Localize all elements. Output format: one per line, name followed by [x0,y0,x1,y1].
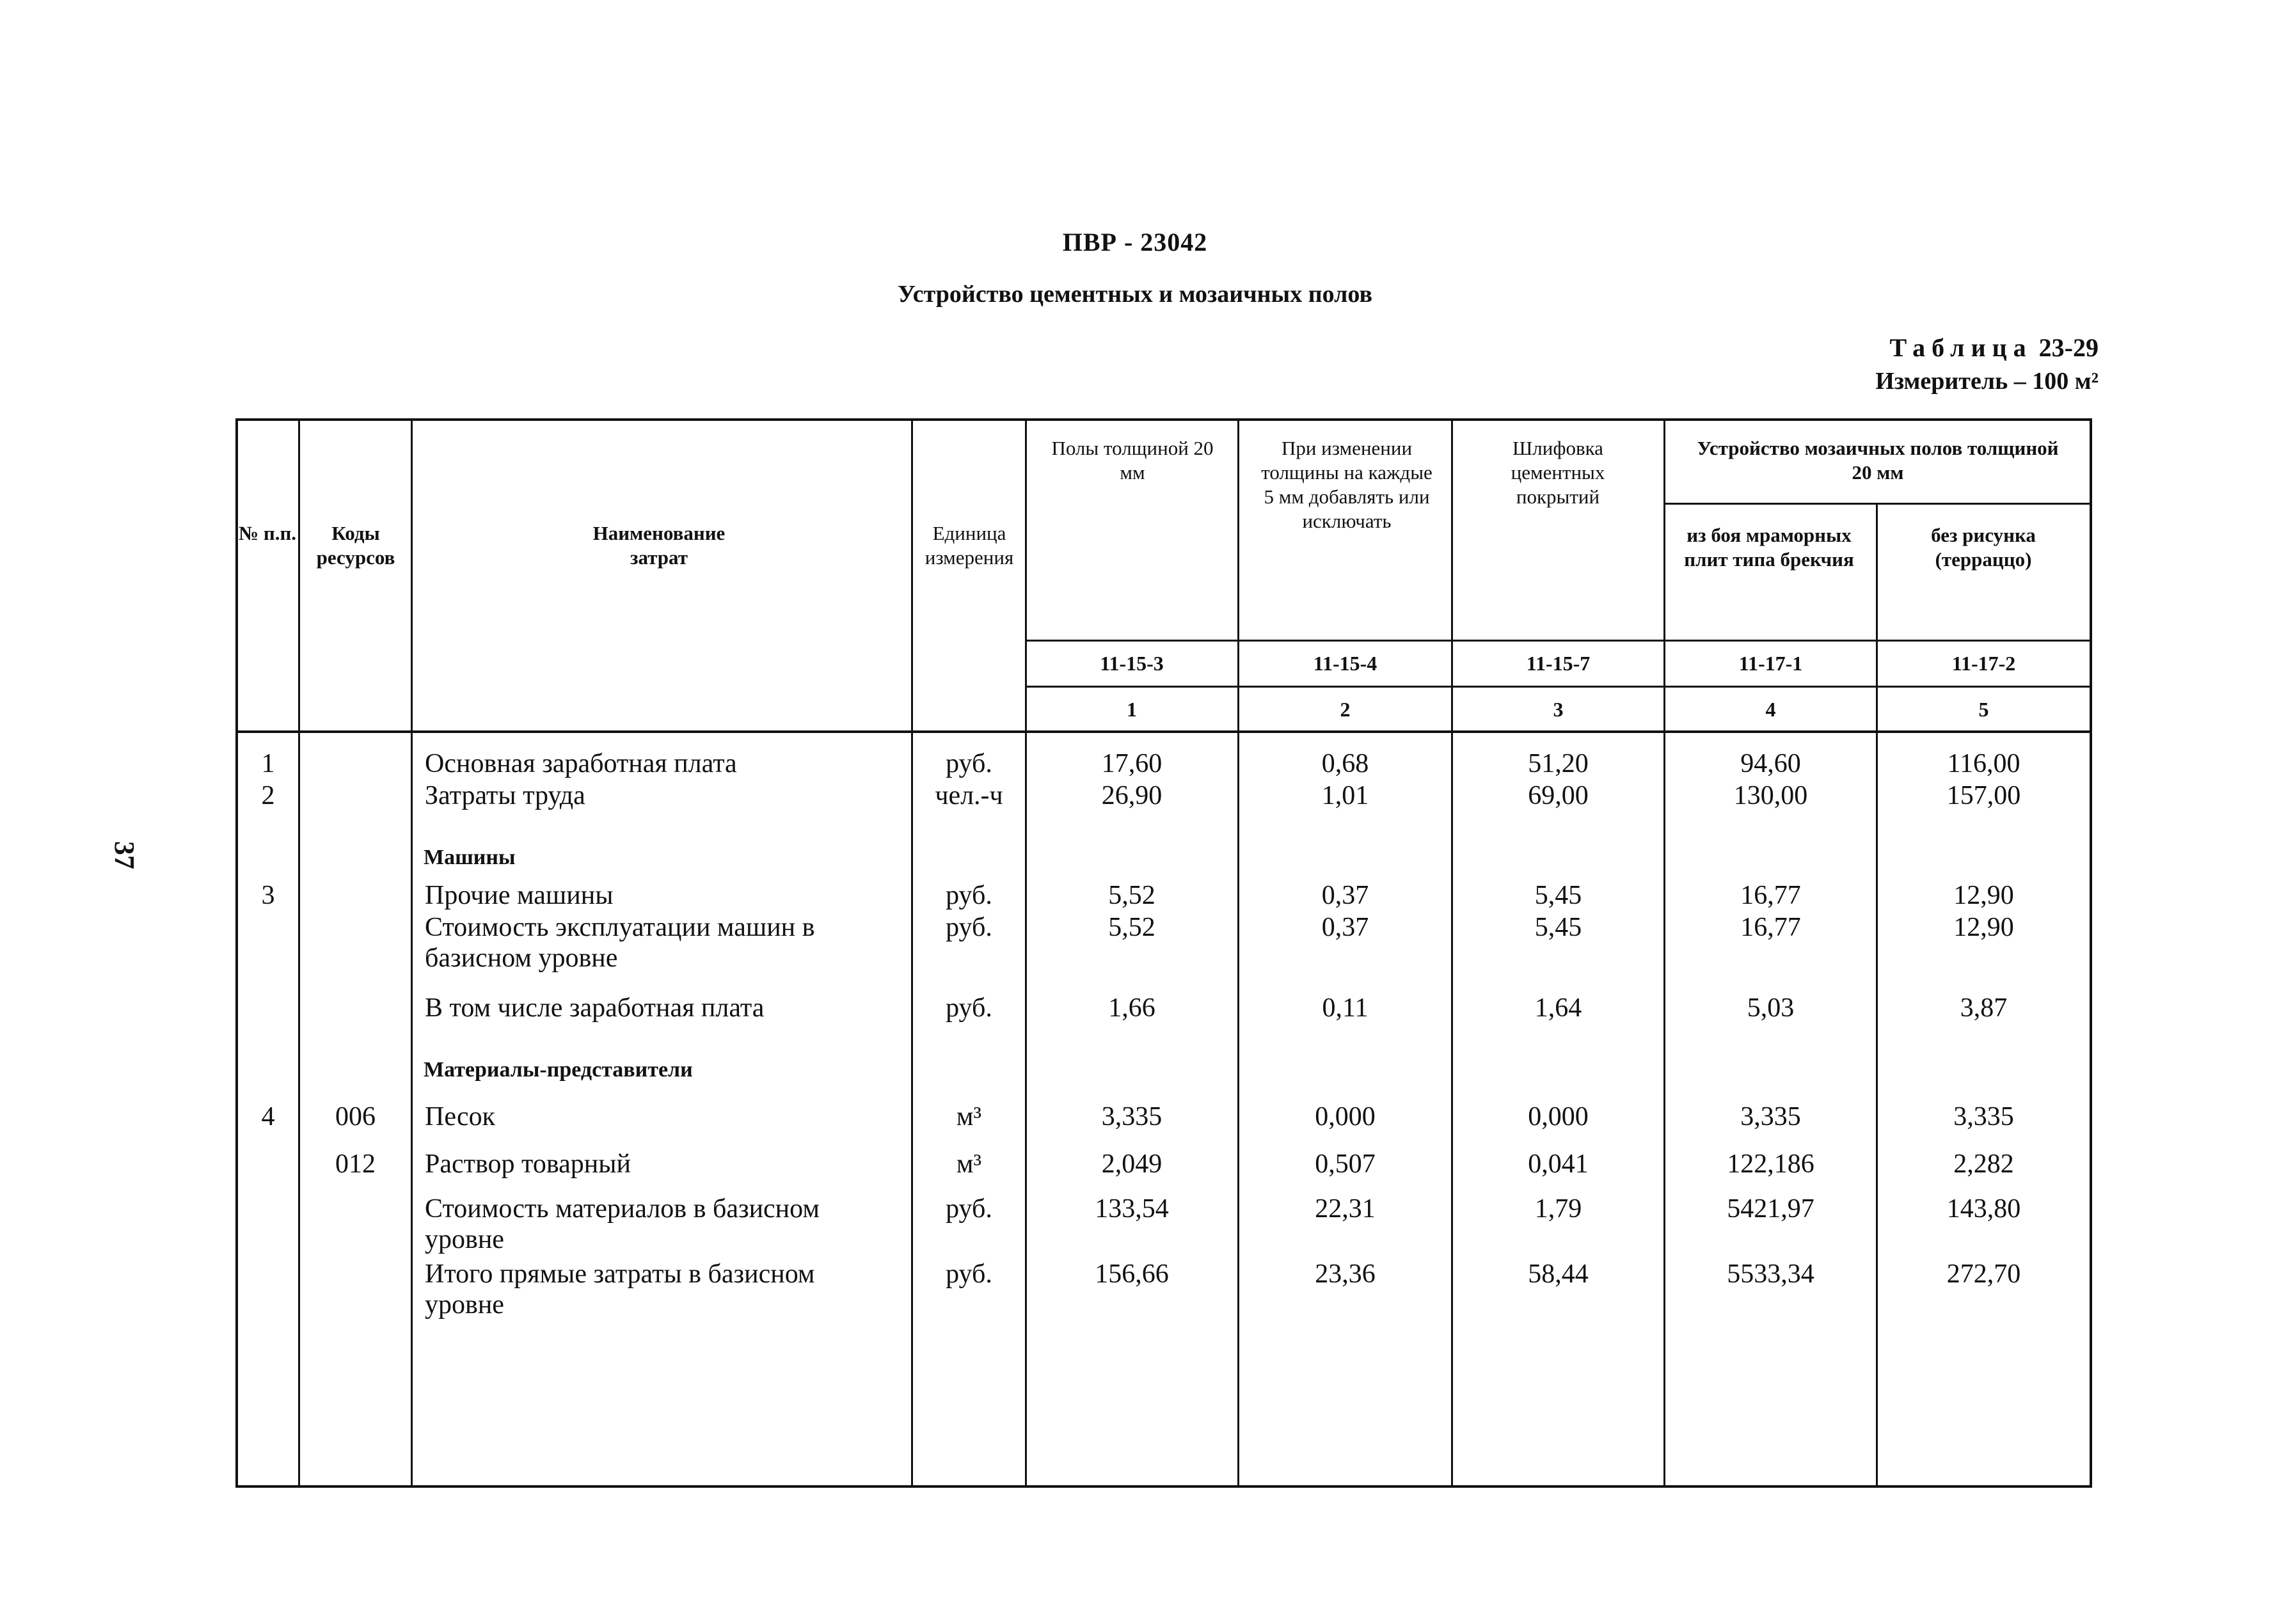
norm-code-cell: 11-15-4 [1313,652,1377,675]
value-cell: 0,000 [1528,1102,1589,1131]
table-label [1889,333,2099,363]
col-separator [298,418,300,1488]
value-cell: 12,90 [1953,881,2014,910]
value-cell: 3,335 [1740,1102,1801,1131]
document-subtitle: Устройство цементных и мозаичных полов [898,281,1372,308]
table-bottom-border [235,1485,2092,1488]
unit-cell: руб. [946,993,992,1023]
unit-cell: руб. [946,1194,992,1224]
value-cell: 1,79 [1534,1194,1582,1224]
value-cell: 22,31 [1315,1194,1376,1224]
value-cell: 16,77 [1740,913,1801,942]
value-cell: 5,45 [1534,881,1582,910]
value-cell: 26,90 [1101,781,1163,810]
value-cell: 2,282 [1953,1149,2014,1179]
column-number-cell: 3 [1553,698,1564,721]
value-cell: 130,00 [1733,781,1808,810]
unit-cell: м³ [956,1149,982,1179]
col-separator [411,418,413,1488]
value-cell: 94,60 [1740,749,1801,778]
unit-cell: руб. [946,913,992,942]
column-number-cell: 4 [1765,698,1776,721]
norm-code-cell: 11-17-1 [1738,652,1803,675]
value-cell: 0,37 [1321,913,1369,942]
table-right-border [2090,418,2092,1488]
value-cell: 0,507 [1315,1149,1376,1179]
header-codes: Коды ресурсов [316,522,395,569]
section-heading: Материалы-представители [424,1058,693,1082]
value-cell: 58,44 [1528,1259,1589,1289]
document-code: ПВР - 23042 [1062,228,1208,256]
value-cell: 143,80 [1946,1194,2021,1224]
table-label-word: Таблица [1889,333,2033,362]
cost-name: Прочие машины [425,881,614,910]
header-group-mosaic: Устройство мозаичных полов толщиной 20 мм [1697,437,2059,484]
header-name: Наименование затрат [592,522,726,569]
value-cell: 157,00 [1946,781,2021,810]
unit-cell: чел.-ч [935,781,1003,810]
group-header-divider [1663,503,2092,505]
column-number-cell: 2 [1340,698,1351,721]
norm-code-cell: 11-17-2 [1951,652,2016,675]
row-number: 1 [261,749,275,778]
norm-code-cell: 11-15-3 [1100,652,1164,675]
page-number: 37 [109,841,140,869]
header-divider [1025,640,2092,642]
value-cell: 1,66 [1108,993,1155,1023]
cost-name: Итого прямые затраты в базисном уровне [425,1259,815,1320]
norm-code-cell: 11-15-7 [1526,652,1591,675]
section-heading: Машины [424,846,516,869]
column-number-cell: 1 [1127,698,1137,721]
value-cell: 122,186 [1727,1149,1814,1179]
value-cell: 156,66 [1095,1259,1169,1289]
cost-name: В том числе заработная плата [425,993,765,1023]
value-cell: 3,87 [1960,993,2008,1023]
value-cell: 17,60 [1101,749,1163,778]
value-cell: 116,00 [1947,749,2020,778]
value-cell: 133,54 [1095,1194,1169,1224]
header-bottom-border [235,730,2092,733]
header-col4: из боя мраморных плит типа брекчия [1684,524,1854,571]
value-cell: 0,37 [1321,881,1369,910]
header-num: № п.п. [238,522,297,544]
col-separator [1451,418,1453,1488]
value-cell: 5,52 [1108,913,1155,942]
unit-cell: м³ [956,1102,982,1131]
row-number: 3 [261,881,275,910]
col-separator [911,418,913,1488]
value-cell: 0,000 [1315,1102,1376,1131]
header-col2: При изменении толщины на каждые 5 мм добавлять или исключать [1261,437,1433,532]
value-cell: 2,049 [1101,1149,1163,1179]
table-label-number: 23-29 [2038,333,2099,362]
unit-cell: руб. [946,1259,992,1289]
value-cell: 3,335 [1953,1102,2014,1131]
cost-name: Раствор товарный [425,1149,631,1179]
measure-unit: Измеритель – 100 м² [1875,368,2099,395]
value-cell: 5,03 [1747,993,1795,1023]
value-cell: 12,90 [1953,913,2014,942]
table-top-border [235,418,2092,421]
header-col1: Полы толщиной 20 мм [1051,437,1214,484]
column-number-cell: 5 [1978,698,1989,721]
value-cell: 5,52 [1108,881,1155,910]
col-separator [1663,418,1665,1488]
value-cell: 272,70 [1946,1259,2021,1289]
unit-cell: руб. [946,881,992,910]
cost-name: Стоимость материалов в базисном уровне [425,1194,820,1254]
header-unit: Единица измерения [925,522,1014,569]
col-separator [1025,418,1027,1488]
header-divider [1025,686,2092,688]
cost-name: Затраты труда [425,781,585,810]
value-cell: 1,01 [1321,781,1369,810]
value-cell: 0,68 [1321,749,1369,778]
value-cell: 51,20 [1528,749,1589,778]
value-cell: 69,00 [1528,781,1589,810]
cost-name: Песок [425,1102,496,1131]
row-number: 4 [261,1102,275,1131]
table-left-border [235,418,238,1488]
value-cell: 5421,97 [1727,1194,1814,1224]
header-col3: Шлифовка цементных покрытий [1511,437,1605,508]
header-col5: без рисунка (терраццо) [1931,524,2036,571]
resource-code: 012 [335,1149,376,1179]
value-cell: 23,36 [1315,1259,1376,1289]
cost-name: Стоимость эксплуатации машин в базисном уровне [425,913,815,973]
row-number: 2 [261,781,275,810]
value-cell: 0,041 [1528,1149,1589,1179]
unit-cell: руб. [946,749,992,778]
col-separator [1237,418,1239,1488]
value-cell: 5533,34 [1727,1259,1814,1289]
cost-name: Основная заработная плата [425,749,737,778]
value-cell: 5,45 [1534,913,1582,942]
value-cell: 16,77 [1740,881,1801,910]
value-cell: 3,335 [1101,1102,1163,1131]
resource-code: 006 [335,1102,376,1131]
value-cell: 1,64 [1534,993,1582,1023]
value-cell: 0,11 [1322,993,1369,1023]
